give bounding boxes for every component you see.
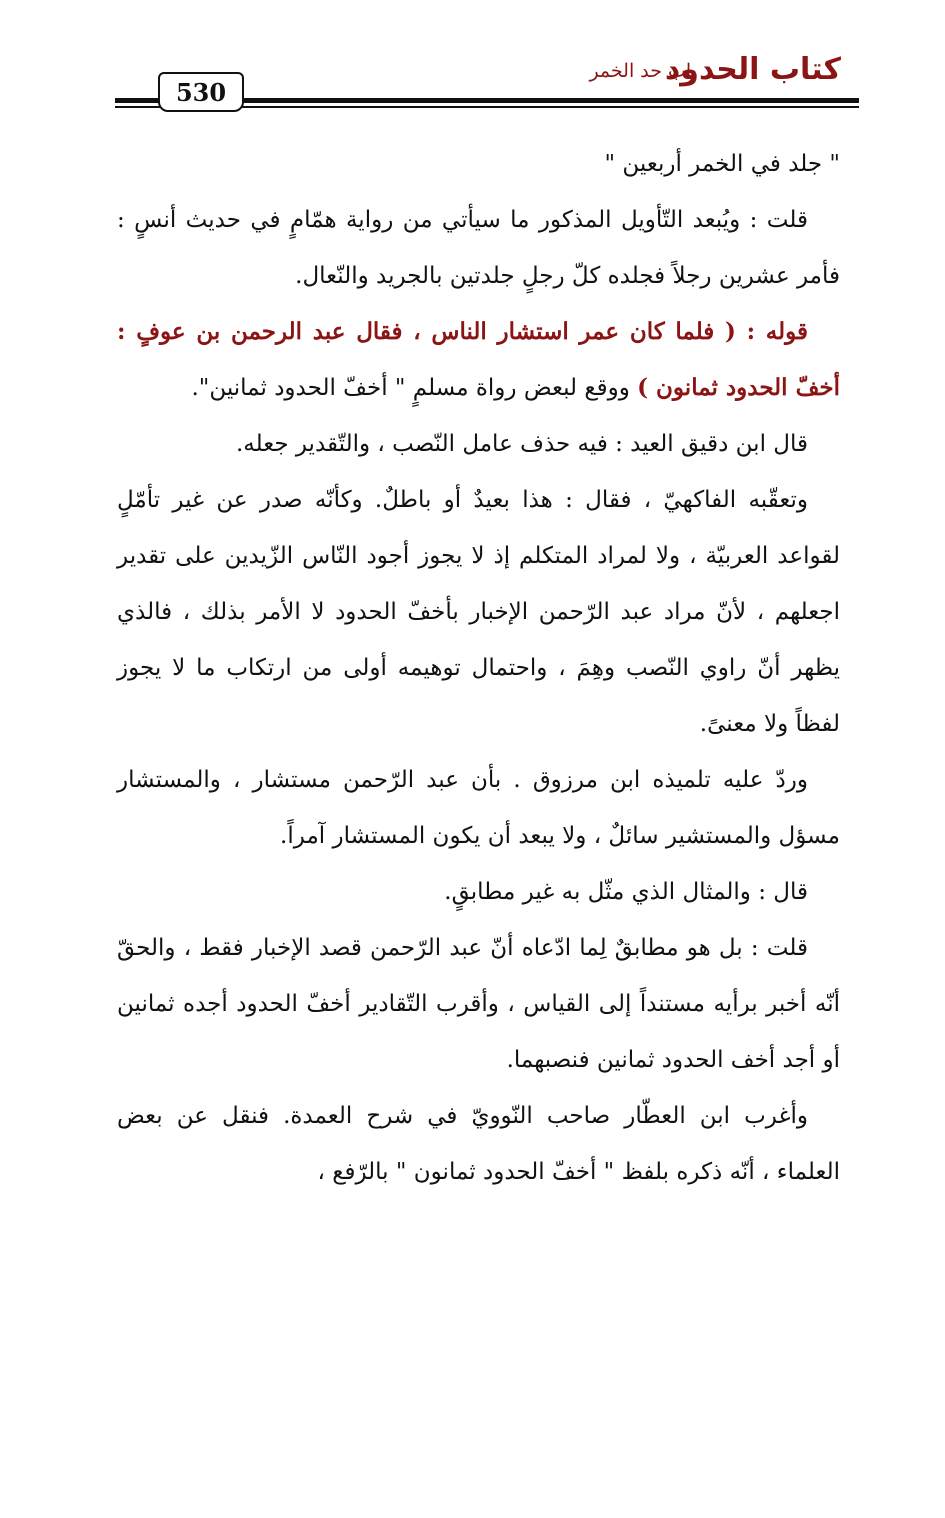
paragraph: قلت : ويُبعد التّأويل المذكور ما سيأتي من رواية همّامٍ في حديث أنسٍ : فأمر عشرين رجلاً فجلده كلّ رجلٍ جلدتين بالجريد والنّعال. — [117, 207, 840, 289]
page-header — [0, 0, 945, 120]
paragraph: " جلد في الخمر أربعين " — [604, 151, 840, 177]
paragraph: قلت : بل هو مطابقٌ لِما ادّعاه أنّ عبد الرّحمن قصد الإخبار فقط ، والحقّ أنّه أخبر برأيه مستنداً إلى القياس ، وأقرب التّقادير أخفّ الحدود أجده ثمانين أو أجد أخف الحدود ثمانين فنصبهما. — [117, 935, 840, 1073]
paragraph: قال ابن دقيق العيد : فيه حذف عامل النّصب ، والتّقدير جعله. — [235, 431, 808, 457]
book-title: كتاب الحدود — [664, 52, 841, 87]
page-number-box — [158, 72, 244, 112]
paragraph — [117, 304, 840, 416]
paragraph: وأغرب ابن العطّار صاحب النّوويّ في شرح العمدة. فنقل عن بعض العلماء ، أنّه ذكره بلفظ " أخفّ الحدود ثمانون " بالرّفع ، — [117, 1103, 840, 1185]
page-number: 530 — [175, 77, 227, 107]
page-body — [117, 136, 840, 1200]
highlighted-quote: قوله : ( فلما كان عمر استشار الناس ، فقال عبد الرحمن بن عوفٍ : أخفّ الحدود ثمانون ) — [117, 318, 840, 401]
paragraph: وردّ عليه تلميذه ابن مرزوق . بأن عبد الرّحمن مستشار ، والمستشار مسؤل والمستشير سائلٌ ، ولا يبعد أن يكون المستشار آمراً. — [117, 767, 840, 849]
paragraph: وتعقّبه الفاكهيّ ، فقال : هذا بعيدٌ أو باطلٌ. وكأنّه صدر عن غير تأمّلٍ لقواعد العربيّة ، ولا لمراد المتكلم إذ لا يجوز أجود النّاس الزّيدين على تقدير اجعلهم ، لأنّ مراد عبد الرّحمن الإخبار بأخفّ الحدود لا الأمر بذلك ، فالذي يظهر أنّ راوي النّصب وهِمَ ، واحتمال توهيمه أولى من ارتكاب ما لا يجوز لفظاً ولا معنىً. — [117, 487, 840, 737]
paragraph: قال : والمثال الذي مثّل به غير مطابقٍ. — [444, 879, 808, 905]
chapter-title: باب حد الخمر — [589, 60, 697, 82]
paragraph-text: ووقع لبعض رواة مسلمٍ " أخفّ الحدود ثمانين". — [191, 375, 638, 401]
